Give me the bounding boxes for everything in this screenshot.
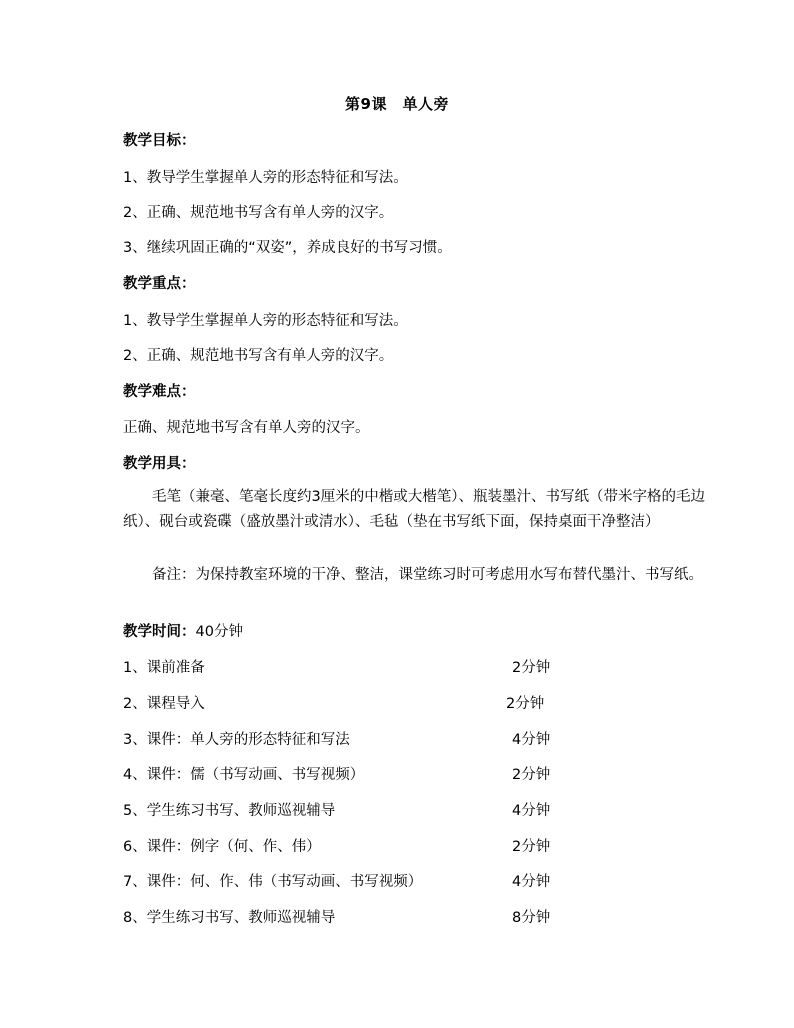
difficulty-item: 正确、规范地书写含有单人旁的汉字。 bbox=[123, 420, 370, 436]
schedule-item: 4、课件：儒（书写动画、书写视频） bbox=[123, 767, 365, 783]
tools-paragraph: 毛笔（兼毫、笔毫长度约3厘米的中楷或大楷笔）、瓶装墨汁、书写纸（带米字格的毛边纸）、砚台或瓷碟（盛放墨汁或清水）、毛毡（垫在书写纸下面，保持桌面干净整洁） bbox=[123, 489, 705, 530]
key-points-heading: 教学重点： bbox=[123, 276, 196, 292]
schedule-duration: 2分钟 bbox=[512, 660, 551, 676]
objective-item: 3、继续巩固正确的“双姿”，养成良好的书写习惯。 bbox=[123, 240, 452, 256]
schedule-item: 1、课前准备 bbox=[123, 660, 205, 676]
tools-note: 备注：为保持教室环境的干净、整洁，课堂练习时可考虑用水写布替代墨汁、书写纸。 bbox=[152, 567, 703, 583]
schedule-duration: 4分钟 bbox=[512, 874, 551, 890]
schedule-item: 5、学生练习书写、教师巡视辅导 bbox=[123, 803, 336, 819]
objective-item: 1、教导学生掌握单人旁的形态特征和写法。 bbox=[123, 170, 408, 186]
time-heading: 教学时间： bbox=[123, 624, 196, 640]
teaching-time bbox=[123, 620, 243, 641]
key-point-item: 2、正确、规范地书写含有单人旁的汉字。 bbox=[123, 348, 394, 364]
schedule-duration: 8分钟 bbox=[512, 910, 551, 926]
schedule-duration: 2分钟 bbox=[506, 696, 545, 712]
lesson-title: 第9课 单人旁 bbox=[345, 95, 449, 113]
objectives-heading: 教学目标： bbox=[123, 133, 196, 149]
tools-heading: 教学用具： bbox=[123, 456, 196, 472]
difficulties-heading: 教学难点： bbox=[123, 384, 196, 400]
schedule-item: 8、学生练习书写、教师巡视辅导 bbox=[123, 910, 336, 926]
time-value: 40分钟 bbox=[195, 624, 243, 640]
schedule-duration: 2分钟 bbox=[512, 767, 551, 783]
schedule-duration: 4分钟 bbox=[512, 803, 551, 819]
schedule-item: 7、课件：何、作、伟（书写动画、书写视频） bbox=[123, 874, 423, 890]
schedule-item: 3、课件：单人旁的形态特征和写法 bbox=[123, 732, 350, 748]
schedule-duration: 2分钟 bbox=[512, 839, 551, 855]
key-point-item: 1、教导学生掌握单人旁的形态特征和写法。 bbox=[123, 313, 408, 329]
schedule-item: 2、课程导入 bbox=[123, 696, 205, 712]
objective-item: 2、正确、规范地书写含有单人旁的汉字。 bbox=[123, 205, 394, 221]
schedule-duration: 4分钟 bbox=[512, 732, 551, 748]
schedule-item: 6、课件：例字（何、作、伟） bbox=[123, 839, 321, 855]
